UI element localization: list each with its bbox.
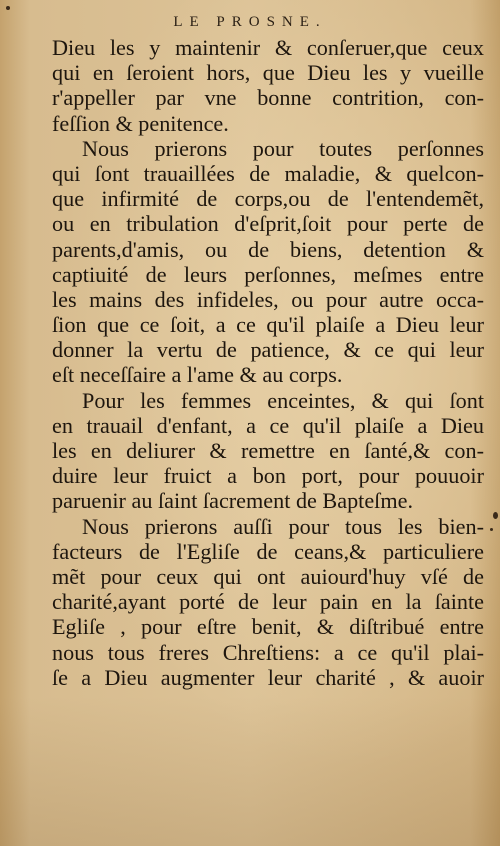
text-line: ou en tribulation d'eſprit,ſoit pour perte de — [52, 211, 484, 237]
text-line: que infirmité de corps,ou de l'entendemẽt, — [52, 186, 484, 212]
text-line: Nous prierons auſſi pour tous les bien- — [82, 513, 484, 539]
text-line: eſt neceſſaire a l'ame & au corps. — [52, 362, 343, 388]
text-line: ſion que ce ſoit, a ce qu'il plaiſe a Dieu leur — [52, 312, 484, 338]
text-line: Nous prierons pour toutes perſonnes — [82, 135, 484, 161]
paragraph — [52, 514, 484, 690]
text-line: ſe a Dieu augmenter leur charité , & auoir — [52, 664, 484, 690]
text-line: Dieu les y maintenir & conſeruer,que ceux — [52, 35, 484, 60]
text-line: donner la vertu de patience, & ce qui leur — [52, 337, 484, 363]
text-line: qui ſont trauaillées de maladie, & quelcon- — [52, 160, 484, 186]
text-line: captiuité de leurs perſonnes, meſmes entre — [52, 261, 484, 287]
ink-speck — [493, 512, 498, 519]
text-line: mẽt pour ceux qui ont auiourd'huy vſé de — [52, 563, 484, 589]
text-line: duire leur fruict a bon port, pour pouuoir — [52, 463, 484, 489]
paragraph — [52, 136, 484, 388]
text-line: r'appeller par vne bonne contrition, con- — [52, 85, 484, 111]
text-line: les en deliurer & remettre en ſanté,& con- — [52, 438, 484, 463]
running-head: LE PROSNE. — [173, 14, 327, 30]
text-line: les mains des infideles, ou pour autre occa- — [52, 286, 484, 312]
paragraph — [52, 388, 484, 514]
text-line: feſſion & penitence. — [52, 110, 229, 136]
text-line: paruenir au ſaint ſacrement de Bapteſme. — [52, 488, 414, 514]
text-line: Pour les femmes enceintes, & qui ſont — [82, 387, 484, 413]
text-line: facteurs de l'Egliſe de ceans,& particuliere — [52, 538, 484, 564]
text-line: qui en ſeroient hors, que Dieu les y vueille — [52, 60, 484, 86]
text-line: charité,ayant porté de leur pain en la ſainte — [52, 589, 484, 615]
text-line: parents,d'amis, ou de biens, detention & — [52, 236, 484, 262]
paragraph — [52, 35, 484, 136]
ink-speck — [490, 528, 493, 531]
body-text — [52, 35, 484, 690]
text-line: nous tous freres Chreſtiens: a ce qu'il plai- — [52, 639, 484, 665]
text-line: en trauail d'enfant, a ce qu'il plaiſe a Dieu — [52, 412, 484, 438]
text-line: Egliſe , pour eſtre benit, & diſtribué entre — [52, 614, 484, 640]
ink-speck — [6, 6, 10, 10]
